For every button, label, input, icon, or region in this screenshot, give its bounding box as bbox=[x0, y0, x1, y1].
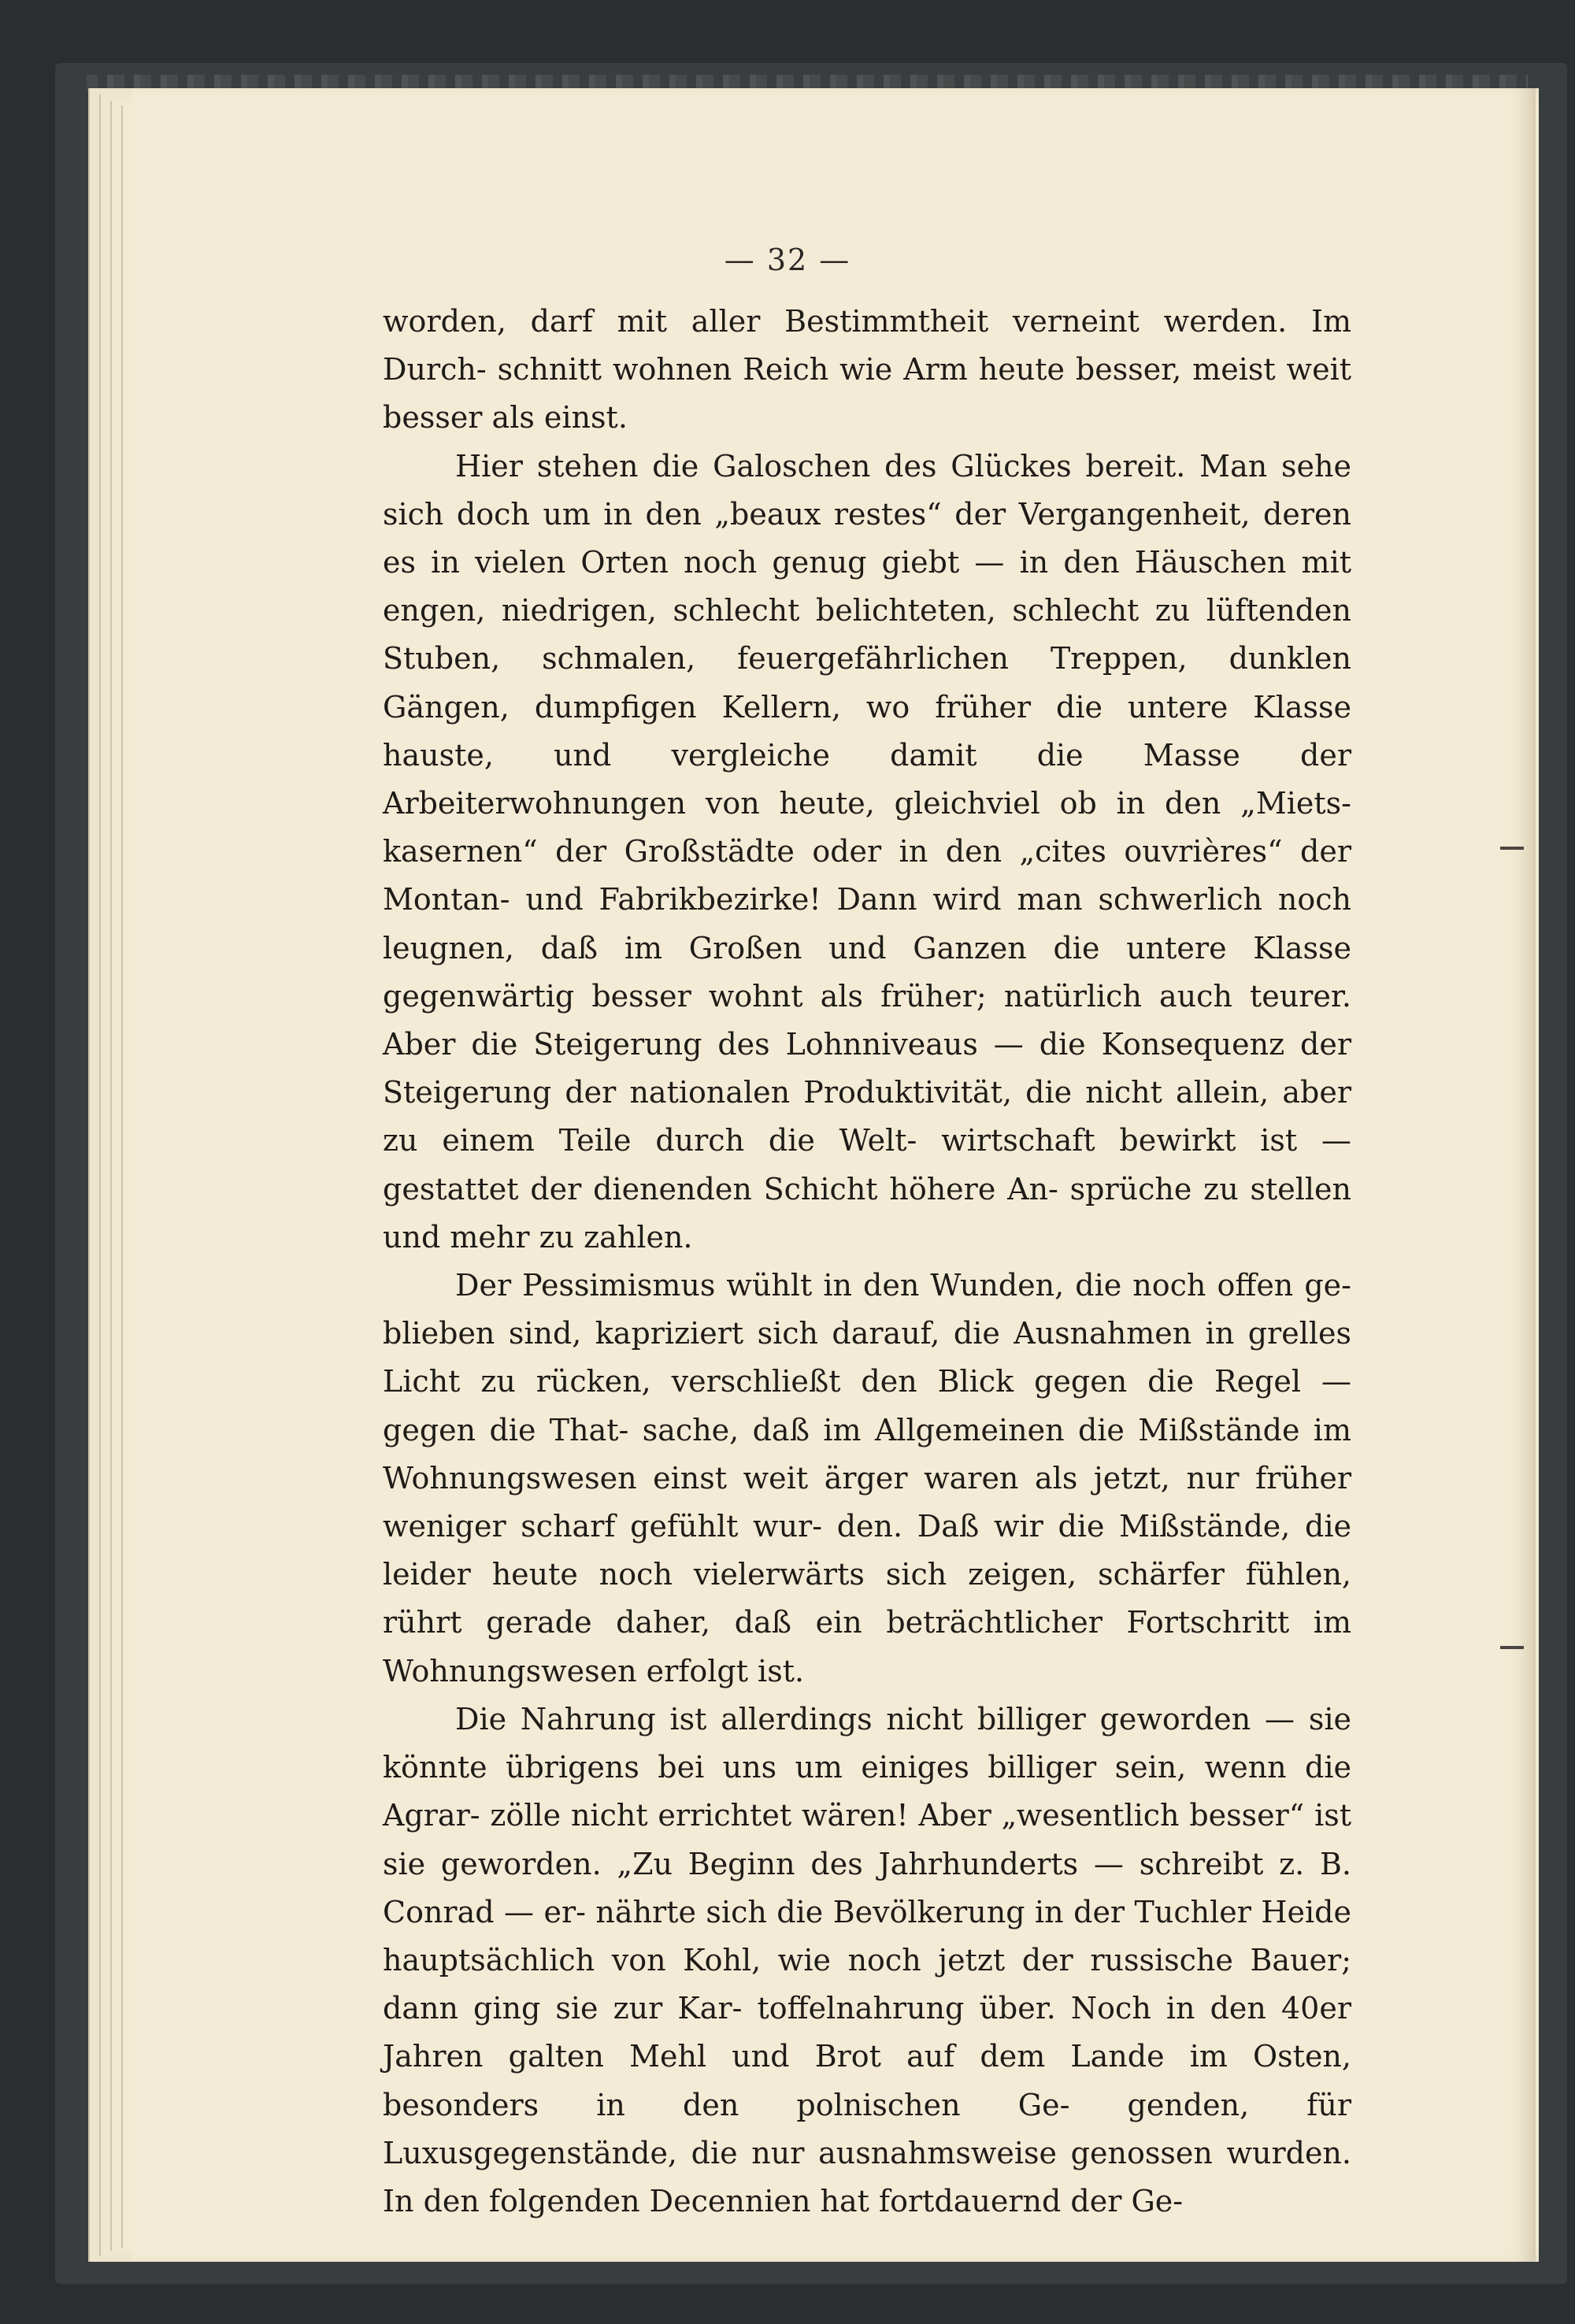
paragraph: Die Nahrung ist allerdings nicht billiger geworden — sie könnte übrigens bei uns um einiges billiger sein, wenn die Agrar- zölle nicht errichtet wären! Aber „wesentlich besser“ ist sie geworden. „Zu Beginn des Jahrhunderts — schreibt z. B. Conrad — er- nährte sich die Bevölkerung in der Tuchler Heide hauptsächlich von Kohl, wie noch jetzt der russische Bauer; dann ging sie zur Kar- toffelnahrung über. Noch in den 40er Jahren galten Mehl und Brot auf dem Lande im Osten, besonders in den polnischen Ge- genden, für Luxusgegenstände, die nur ausnahmsweise genossen wurden. In den folgenden Decennien hat fortdauernd der Ge- bbox=[383, 1701, 1351, 2218]
paragraph: Der Pessimismus wühlt in den Wunden, die noch offen ge- blieben sind, kapriziert sich darauf, die Ausnahmen in grelles Licht zu rücken, verschließt den Blick gegen die Regel — gegen die That- sache, daß im Allgemeinen die Mißstände im Wohnungswesen einst weit ärger waren als jetzt, nur früher weniger scharf gefühlt wur- den. Daß wir die Mißstände, die leider heute noch vielerwärts sich zeigen, schärfer fühlen, rührt gerade daher, daß ein beträchtlicher Fortschritt im Wohnungswesen erfolgt ist. bbox=[383, 1268, 1351, 1688]
margin-mark bbox=[1500, 847, 1524, 850]
body-text bbox=[383, 298, 1351, 2226]
margin-mark bbox=[1500, 1646, 1524, 1649]
page-number: — 32 — bbox=[724, 243, 851, 277]
paragraph: Hier stehen die Galoschen des Glückes bereit. Man sehe sich doch um in den „beaux restes“ der Vergangenheit, deren es in vielen Orten noch genug giebt — in den Häuschen mit engen, niedrigen, schlecht belichteten, schlecht zu lüftenden Stuben, schmalen, feuergefährlichen Treppen, dunklen Gängen, dumpfigen Kellern, wo früher die untere Klasse hauste, und vergleiche damit die Masse der Arbeiterwohnungen von heute, gleichviel ob in den „Miets- kasernen“ der Großstädte oder in den „cites ouvrières“ der Montan- und Fabrikbezirke! Dann wird man schwerlich noch leugnen, daß im Großen und Ganzen die untere Klasse gegenwärtig besser wohnt als früher; natürlich auch teurer. Aber die Steigerung des Lohnniveaus — die Konsequenz der Steigerung der nationalen Produktivität, die nicht allein, aber zu einem Teile durch die Welt- wirtschaft bewirkt ist — gestattet der dienenden Schicht höhere An- sprüche zu stellen und mehr zu zahlen. bbox=[383, 448, 1351, 1255]
paragraph: worden, darf mit aller Bestimmtheit verneint werden. Im Durch- schnitt wohnen Reich wie Arm heute besser, meist weit besser als einst. bbox=[383, 304, 1351, 436]
